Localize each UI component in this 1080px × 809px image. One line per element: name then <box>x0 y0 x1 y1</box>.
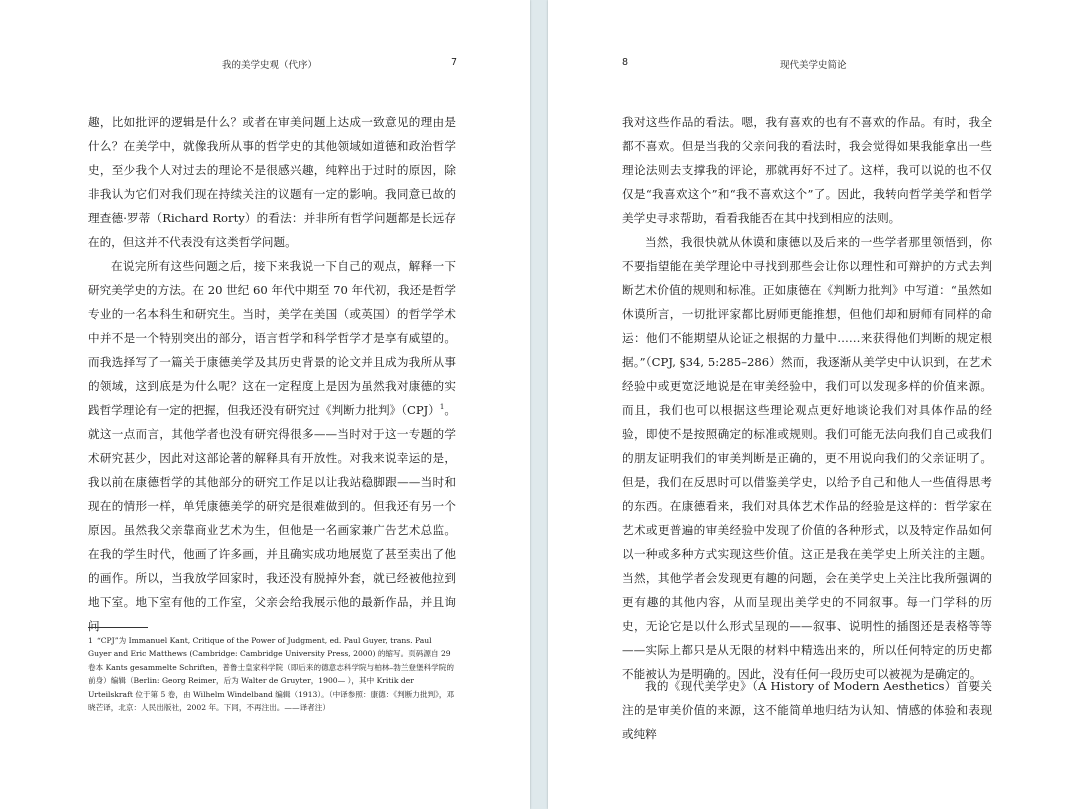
footnote-number: 1 <box>88 636 93 645</box>
running-header: 我的美学史观（代序） <box>222 60 318 71</box>
footnote-text: “CPJ”为 Immanuel Kant, Critique of the Power of Judgment, ed. Paul Guyer, trans. Paul Guyer and Eric Matthews (Cambridge: Cambridge University Press, 2000) 的缩写。页码源自 29 卷本 Kants gesammelte Schriften，普鲁士皇家科学院（即后来的德意志科学院与柏林–勃兰登堡科学院的前身）编辑（Berlin: Georg Reimer，后为 Walter de Gruyter，1900— ），其中 Kritik der Urteilskraft 位于第 5 卷，由 Wilhelm Windelband 编辑（1913）。（中译参照：康德：《判断力批判》，邓晓芒译，北京：人民出版社，2002 年。下同，不再注出。——译者注） <box>88 636 455 713</box>
paragraph-text: 。就这一点而言，其他学者也没有研究得很多——当时对于这一专题的学术研究甚少，因此对这部论著的解释具有开放性。对我来说幸运的是，我以前在康德哲学的其他部分的研究工作足以让我站稳脚跟——当时和现在的情形一样，单凭康德美学的研究是很难做到的。但我还有另一个原因。虽然我父亲靠商业艺术为生，但他是一名画家兼广告艺术总监。在我的学生时代，他画了许多画，并且确实成功地展览了甚至卖出了他的画作。所以，当我放学回家时，我还没有脱掉外套，就已经被他拉到地下室。地下室有他的工作室，父亲会给我展示他的最新作品，并且询问 <box>88 403 456 633</box>
paragraph <box>622 674 992 746</box>
left-page <box>0 0 530 809</box>
paragraph-text: 我对这些作品的看法。嗯，我有喜欢的也有不喜欢的作品。有时，我全都不喜欢。但是当我的父亲问我的看法时，我会觉得如果我能拿出一些理论法则去支撑我的评论，那就再好不过了。这样，我可以说的也不仅仅是“我喜欢这个”和“我不喜欢这个”了。因此，我转向哲学美学和哲学美学史寻求帮助，看看我能否在其中找到相应的法则。 <box>622 115 992 225</box>
paragraph-text: 趣，比如批评的逻辑是什么？或者在审美问题上达成一致意见的理由是什么？在美学中，就像我所从事的哲学史的其他领域如道德和政治哲学史，至少我个人对过去的理论不是很感兴趣，纯粹出于过时的原因，除非我认为它们对我们现在持续关注的议题有一定的影响。我同意已故的理查德·罗蒂（Richard Rorty）的看法：并非所有哲学问题都是长远存在的，但这并不代表没有这类哲学问题。 <box>88 115 456 249</box>
page-number: 7 <box>451 57 458 68</box>
paragraph <box>622 230 992 686</box>
footnote-divider <box>88 627 148 628</box>
paragraph <box>88 110 456 254</box>
paragraph <box>622 110 992 230</box>
running-header: 现代美学史简论 <box>780 60 847 71</box>
paragraph-text: 在说完所有这些问题之后，接下来我说一下自己的观点，解释一下研究美学史的方法。在 20 世纪 60 年代中期至 70 年代初，我还是哲学专业的一名本科生和研究生。当时，美学在美国（或英国）的哲学学术中并不是一个特别突出的部分，语言哲学和科学哲学才是享有威望的。而我选择写了一篇关于康德美学及其历史背景的论文并且成为我所从事的领域，这到底是为什么呢？这在一定程度上是因为虽然我对康德的实践哲学理论有一定的把握，但我还没有研究过《判断力批判》（CPJ） <box>88 259 456 417</box>
page-number: 8 <box>622 57 629 68</box>
paragraph <box>88 254 456 638</box>
footnote <box>88 634 456 714</box>
paragraph-text: 当然，我很快就从休谟和康德以及后来的一些学者那里领悟到，你不要指望能在美学理论中寻找到那些会让你以理性和可辩护的方式去判断艺术价值的规则和标准。正如康德在《判断力批判》中写道：“虽然如休谟所言，一切批评家都比厨师更能推想，但他们却和厨师有同样的命运：他们不能期望从论证之根据的力量中……来获得他们判断的规定根据。”（CPJ, §34, 5:285–286）然而，我逐渐从美学史中认识到，在艺术经验中或更宽泛地说是在审美经验中，我们可以发现多样的价值来源。而且，我们也可以根据这些理论观点更好地谈论我们对具体作品的经验，即使不是按照确定的标准或规则。我们可能无法向我们自己或我们的朋友证明我们的审美判断是正确的，更不用说向我们的父亲证明了。但是，我们在反思时可以借鉴美学史，以给予自己和他人一些值得思考的东西。在康德看来，我们对具体艺术作品的经验是这样的：哲学家在艺术或更普遍的审美经验中发现了价值的各种形式，以及特定作品如何以一种或多种方式实现这些价值。这正是我在美学史上所关注的主题。当然，其他学者会发现更有趣的问题，会在美学史上关注比我所强调的更有趣的其他内容，从而呈现出美学史的不同叙事。每一门学科的历史，无论它是以什么形式呈现的——叙事、说明性的插图还是表格等等——实际上都只是从无限的材料中精选出来的，所以任何特定的历史都不能被认为是明确的。因此，没有任何一段历史可以被视为是确定的。 <box>622 235 992 681</box>
paragraph-text: 我的《现代美学史》（A History of Modern Aesthetics）首要关注的是审美价值的来源，这不能简单地归结为认知、情感的体验和表现或纯粹 <box>622 679 992 741</box>
footnote-reference[interactable]: 1 <box>439 403 445 412</box>
